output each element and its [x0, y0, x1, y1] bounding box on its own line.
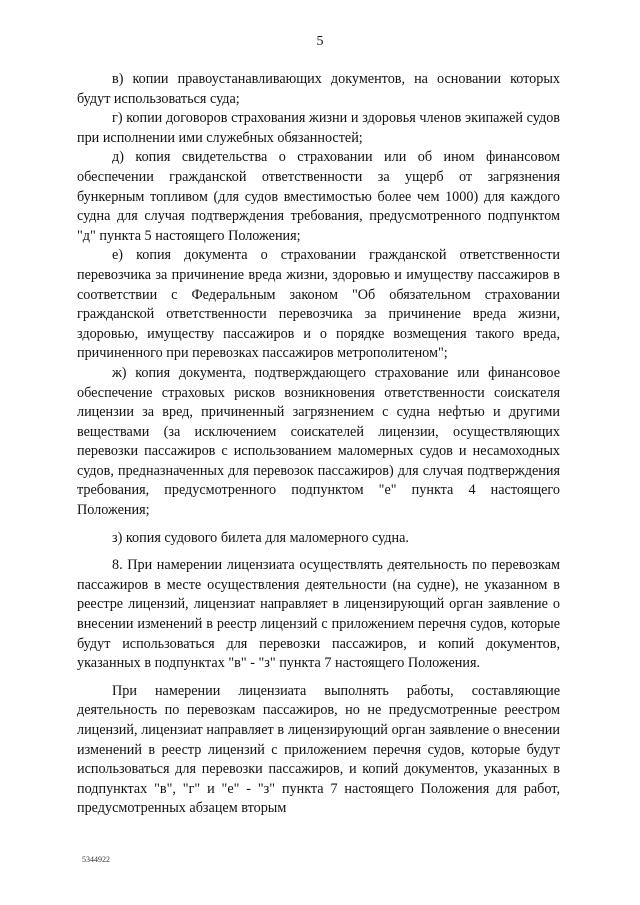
paragraph-d: д) копия свидетельства о страховании или об ином финансовом обеспечении гражданской ответственности за ущерб от загрязнения бункерным топливом (для судов вместимостью более чем 1000) для каждого судна для случая подтверждения требования, предусмотренного подпунктом "д" пункта 5 настоящего Положения;: [77, 149, 560, 244]
paragraph-e: е) копия документа о страховании гражданской ответственности перевозчика за причинение вреда жизни, здоровью и имуществу пассажиров в соответствии с Федеральным законом "Об обязательном страховании гражданской ответственности перевозчика за причинение вреда жизни, здоровью, имуществу пассажиров и о порядке возмещения такого вреда, причиненного при перевозках пассажиров метрополитеном";: [77, 247, 560, 362]
page-number: 5: [316, 34, 324, 49]
document-code: 5344922: [82, 855, 110, 864]
paragraph-8-continued: При намерении лицензиата выполнять работы, составляющие деятельность по перевозкам пассажиров, но не предусмотренные реестром лицензий, лицензиат направляет в лицензирующий орган заявление о внесении изменений в реестр лицензий с приложением перечня судов, которые будут использоваться для перевозки пассажиров, и копий документов, указанных в подпунктах "в", "г" и "е" - "з" пункта 7 настоящего Положения для работ, предусмотренных абзацем вторым: [77, 682, 560, 817]
paragraph-z: з) копия судового билета для маломерного судна.: [112, 529, 409, 546]
body-text: [77, 70, 560, 819]
paragraph-zh: ж) копия документа, подтверждающего страхование или финансовое обеспечение страховых рисков возникновения ответственности соискателя лицензии за вред, причиненный загрязнением с судна нефтью и другими веществами (за исключением соискателей лицензии, осуществляющих перевозки пассажиров с использованием маломерных судов и несамоходных судов, предназначенных для перевозок пассажиров) для случая подтверждения требования, предусмотренного подпунктом "е" пункта 4 настоящего Положения;: [77, 364, 560, 519]
paragraph-8: 8. При намерении лицензиата осуществлять деятельность по перевозкам пассажиров в месте осуществления деятельности (на судне), не указанном в реестре лицензий, лицензиат направляет в лицензирующий орган заявление о внесении изменений в реестр лицензий с приложением перечня судов, которые будут использоваться для перевозки пассажиров, и копий документов, указанных в подпунктах "в" - "з" пункта 7 настоящего Положения.: [77, 557, 560, 672]
paragraph-v: в) копии правоустанавливающих документов, на основании которых будут использоваться суда;: [77, 71, 560, 107]
paragraph-g: г) копии договоров страхования жизни и здоровья членов экипажей судов при исполнении ими служебных обязанностей;: [77, 110, 560, 146]
